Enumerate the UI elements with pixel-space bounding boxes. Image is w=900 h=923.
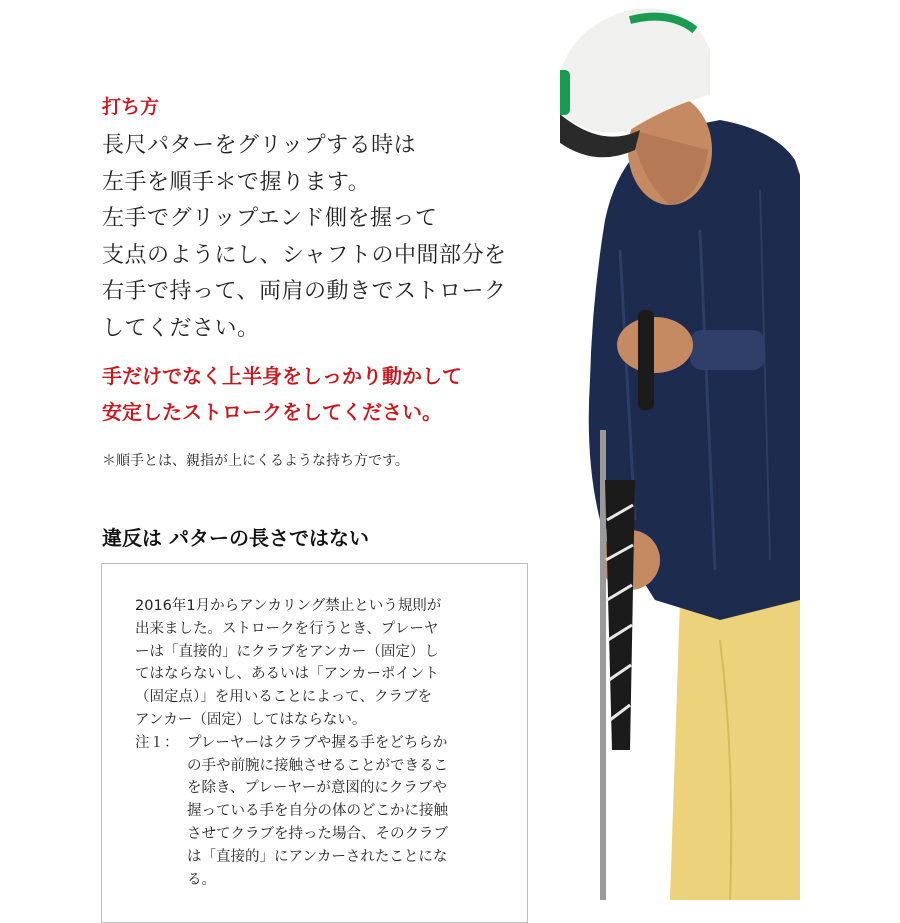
note-line: を除き、プレーヤーが意図的にクラブや bbox=[187, 780, 447, 797]
intro-line: 支点のようにし、シャフトの中間部分を bbox=[102, 242, 507, 268]
rule-paragraph bbox=[135, 595, 505, 732]
note-line: プレーヤーはクラブや握る手をどちらか bbox=[187, 734, 448, 751]
emphasis-line: 安定したストロークをしてください。 bbox=[102, 400, 442, 424]
note-line: は「直接的」にアンカーされたことにな bbox=[187, 848, 448, 865]
note-line: 握っている手を自分の体のどこかに接触 bbox=[187, 803, 448, 820]
intro-line: してください。 bbox=[102, 315, 260, 341]
note-line: させてクラブを持った場合、そのクラブ bbox=[187, 825, 448, 842]
intro-line: 長尺パターをグリップする時は bbox=[102, 133, 417, 158]
note-label: 注１： bbox=[135, 734, 179, 751]
putter-shaft-shape bbox=[600, 430, 606, 900]
intro-heading: 打ち方 bbox=[102, 96, 160, 118]
rule-line: ーは「直接的」にクラブをアンカー（固定）し bbox=[135, 643, 439, 660]
intro-line: 左手を順手＊で握ります。 bbox=[102, 169, 371, 195]
intro-footnote: ＊順手とは、親指が上にくるような持ち方です。 bbox=[102, 453, 409, 469]
rule-section-title: 違反は パターの長さではない bbox=[102, 526, 369, 550]
cap-logo-shape bbox=[560, 70, 570, 115]
rule-line: アンカー（固定）してはならない。 bbox=[135, 711, 367, 728]
intro-body bbox=[102, 128, 507, 347]
note-line: の手や前腕に接触させることができるこ bbox=[187, 757, 448, 774]
putter-grip-lower bbox=[605, 480, 635, 750]
rule-line: 出来ました。ストロークを行うとき、プレーヤ bbox=[135, 620, 439, 637]
putter-grip-upper bbox=[638, 310, 654, 410]
intro-line: 右手で持って、両肩の動きでストローク bbox=[102, 279, 507, 304]
rule-box bbox=[101, 563, 528, 923]
intro-emphasis bbox=[102, 358, 462, 430]
rule-line: （固定点）」を用いることによって、クラブを bbox=[135, 689, 432, 706]
rule-line: 2016年1月からアンカリング禁止という規則が bbox=[135, 598, 442, 614]
intro-line: 左手でグリップエンド側を握って bbox=[102, 206, 438, 231]
rule-note bbox=[135, 732, 505, 892]
left-hand-shape bbox=[617, 317, 693, 373]
rule-line: てはならないし、あるいは「アンカーポイント bbox=[135, 666, 439, 683]
emphasis-line: 手だけでなく上半身をしっかり動かして bbox=[102, 364, 462, 388]
note-lines bbox=[187, 732, 505, 892]
golfer-photo bbox=[560, 0, 800, 900]
rule-text bbox=[135, 595, 505, 891]
note-line: る。 bbox=[187, 871, 216, 888]
